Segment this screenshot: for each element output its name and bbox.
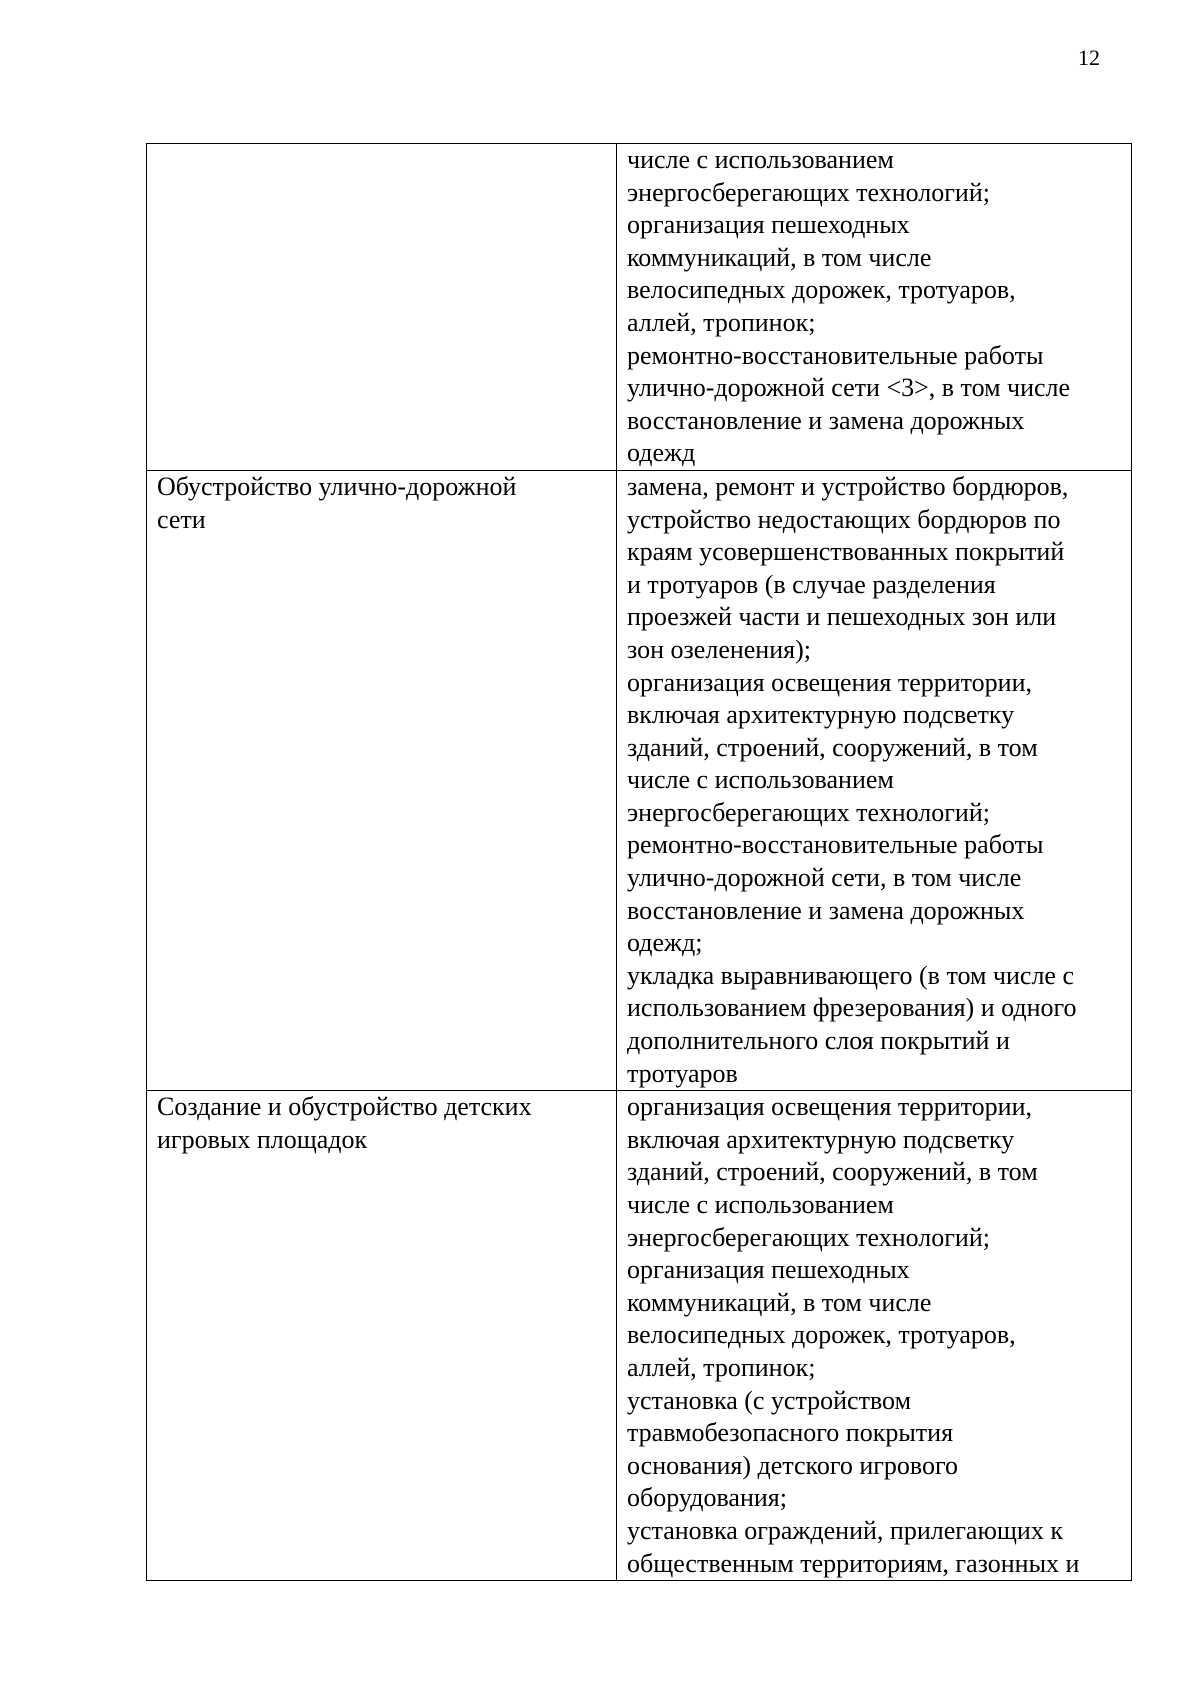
- text-line: дополнительного слоя покрытий и: [627, 1026, 1010, 1056]
- text-line: ремонтно-восстановительные работы: [627, 830, 1044, 860]
- text-line: сети: [157, 504, 206, 534]
- text-line: коммуникаций, в том числе: [627, 242, 932, 272]
- text-line: использованием фрезерования) и одного: [627, 993, 1077, 1023]
- text-line: организация освещения территории,: [627, 667, 1032, 697]
- text-line: замена, ремонт и устройство бордюров,: [627, 471, 1069, 501]
- text-line: велосипедных дорожек, тротуаров,: [627, 1320, 1016, 1350]
- text-line: укладка выравнивающего (в том числе с: [627, 960, 1075, 990]
- text-line: улично-дорожной сети <3>, в том числе: [627, 373, 1071, 403]
- text-line: основания) детского игрового: [627, 1450, 959, 1480]
- table-row: [147, 1091, 1132, 1581]
- text-line: энергосберегающих технологий;: [627, 797, 990, 827]
- text-line: и тротуаров (в случае разделения: [627, 569, 996, 599]
- text-line: числе с использованием: [627, 145, 894, 174]
- text-line: организация пешеходных: [627, 1255, 910, 1285]
- text-line: оборудования;: [627, 1483, 787, 1513]
- table-body: [147, 144, 1132, 1581]
- text-line: установка ограждений, прилегающих к: [627, 1515, 1063, 1545]
- text-line: числе с использованием: [627, 1190, 894, 1219]
- text-line: энергосберегающих технологий;: [627, 177, 990, 207]
- text-line: организация освещения территории,: [627, 1092, 1032, 1122]
- text-line: восстановление и замена дорожных: [627, 405, 1025, 435]
- text-line: включая архитектурную подсветку: [627, 700, 1015, 730]
- text-line: общественным территориям, газонных и: [627, 1548, 1080, 1578]
- text-line: травмобезопасного покрытия: [627, 1418, 954, 1448]
- text-line: устройство недостающих бордюров по: [627, 504, 1061, 534]
- item-description-cell: [617, 1091, 1132, 1581]
- item-description-cell: [617, 144, 1132, 471]
- item-description-cell: [617, 470, 1132, 1090]
- text-line: Создание и обустройство детских: [157, 1092, 532, 1122]
- text-line: одежд;: [627, 928, 703, 958]
- text-line: установка (с устройством: [627, 1385, 912, 1415]
- text-line: проезжей части и пешеходных зон или: [627, 602, 1057, 632]
- text-line: зданий, строений, сооружений, в том: [627, 1157, 1038, 1187]
- text-line: одежд: [627, 438, 696, 468]
- table-row: [147, 144, 1132, 471]
- text-line: зон озеленения);: [627, 634, 811, 664]
- text-line: краям усовершенствованных покрытий: [627, 537, 1065, 567]
- text-line: игровых площадок: [157, 1124, 368, 1154]
- text-line: зданий, строений, сооружений, в том: [627, 732, 1038, 762]
- item-name-cell: [147, 1091, 617, 1581]
- text-line: включая архитектурную подсветку: [627, 1124, 1015, 1154]
- text-line: восстановление и замена дорожных: [627, 895, 1025, 925]
- text-line: энергосберегающих технологий;: [627, 1222, 990, 1252]
- text-line: организация пешеходных: [627, 210, 910, 240]
- item-name-cell: [147, 470, 617, 1090]
- text-line: ремонтно-восстановительные работы: [627, 340, 1044, 370]
- text-line: улично-дорожной сети, в том числе: [627, 863, 1022, 893]
- item-name-cell: [147, 144, 617, 471]
- page-number: 12: [1078, 45, 1100, 70]
- text-line: коммуникаций, в том числе: [627, 1287, 932, 1317]
- text-line: числе с использованием: [627, 765, 894, 795]
- text-line: велосипедных дорожек, тротуаров,: [627, 275, 1016, 305]
- text-line: аллей, тропинок;: [627, 1352, 816, 1382]
- text-line: Обустройство улично-дорожной: [157, 471, 517, 501]
- text-line: тротуаров: [627, 1058, 738, 1088]
- table-row: [147, 470, 1132, 1090]
- text-line: аллей, тропинок;: [627, 307, 816, 337]
- measures-table: [146, 143, 1132, 1581]
